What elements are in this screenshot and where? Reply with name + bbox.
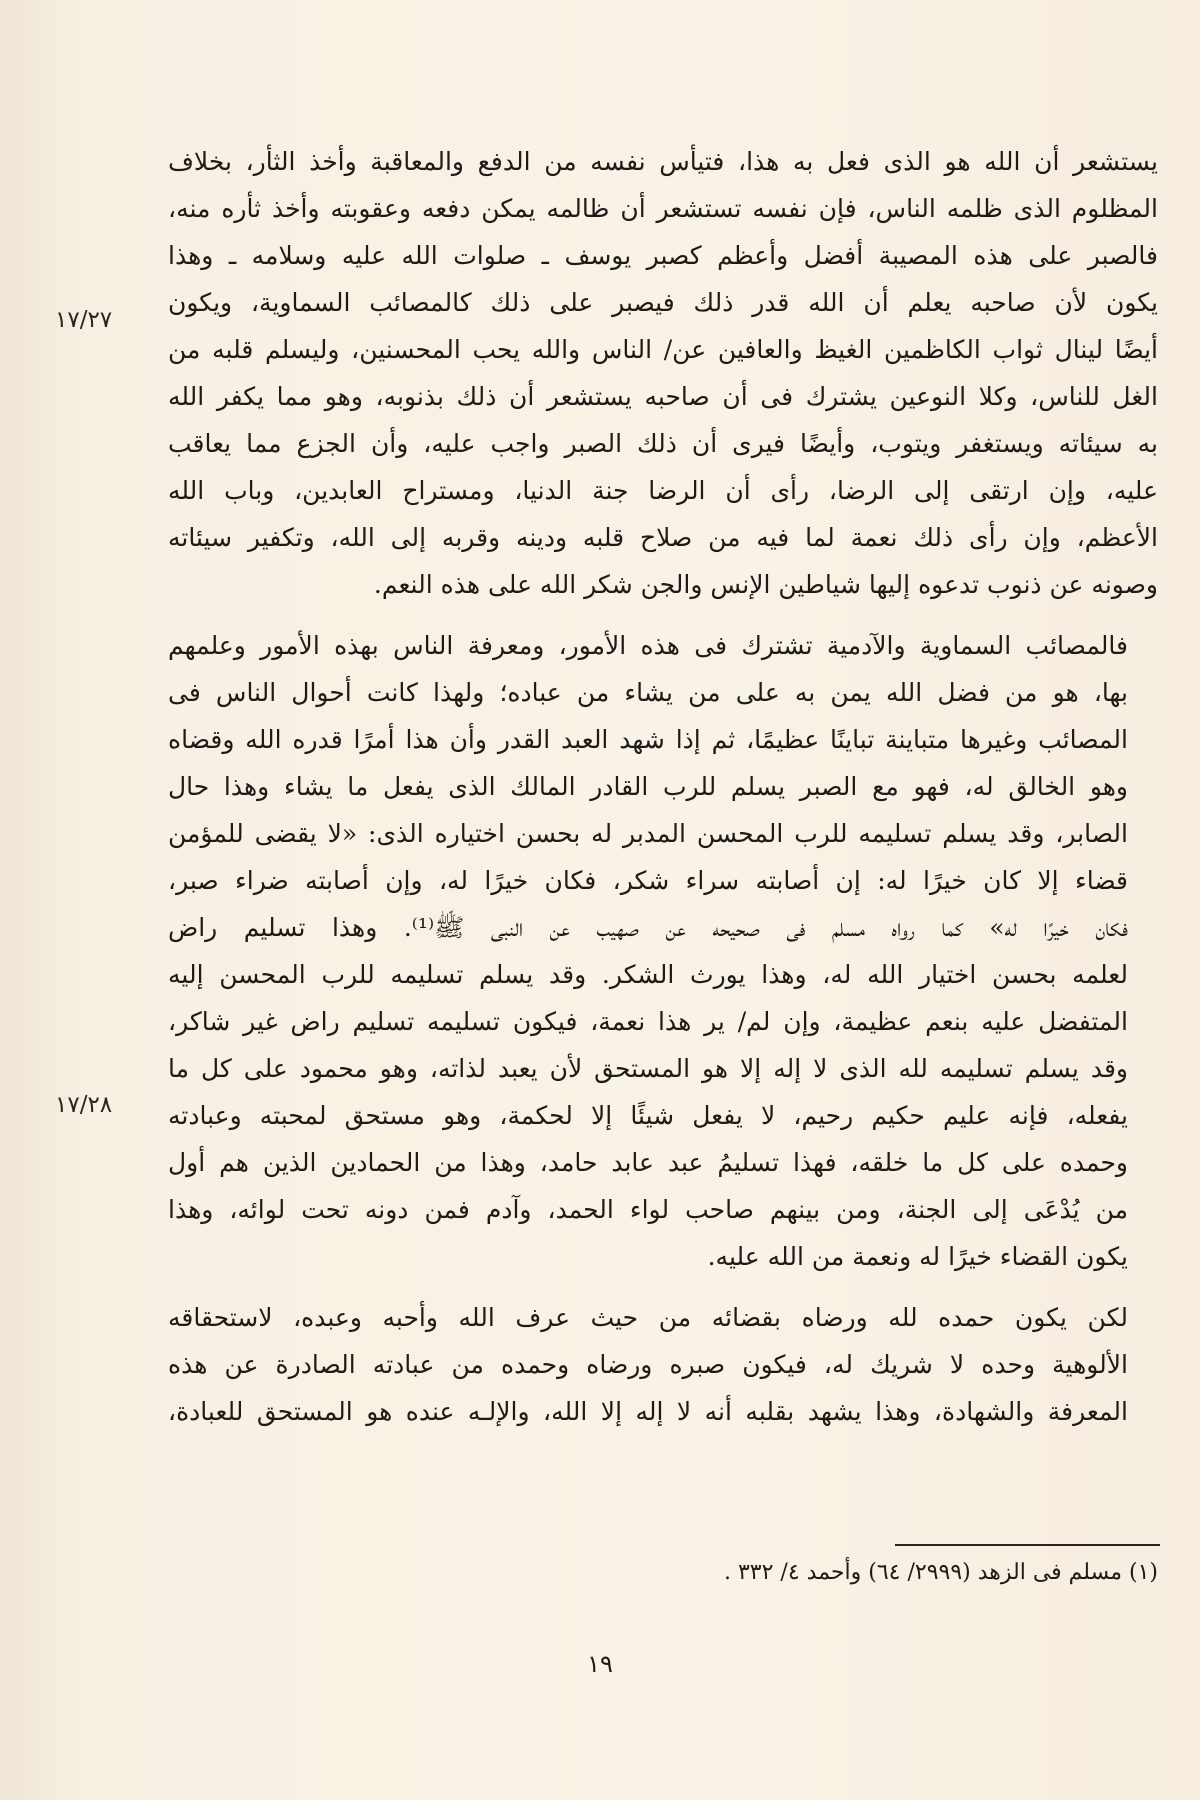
text-line: به سيئاته ويستغفر ويتوب، وأيضًا فيرى أن ذلك الصبر واجب عليه، وأن الجزع مما يعاقب: [168, 429, 1158, 458]
paragraph-3: [168, 1294, 1158, 1435]
text-line: وقد يسلم تسليمه لله الذى لا إله إلا هو المستحق لأن يعبد لذاته، وهو محمود على كل ما: [168, 1054, 1128, 1083]
text-line: عليه، وإن ارتقى إلى الرضا، رأى أن الرضا جنة الدنيا، ومستراح العابدين، وباب الله: [168, 476, 1158, 505]
text-line: الألوهية وحده لا شريك له، فيكون صبره ورضاه وحمده من عبادته الصادرة عن هذه: [168, 1350, 1128, 1379]
text-line: من يُدْعَى إلى الجنة، ومن بينهم صاحب لواء الحمد، وآدم فمن دونه تحت لوائه، وهذا: [168, 1195, 1128, 1224]
text-line: فالمصائب السماوية والآدمية تشترك فى هذه الأمور، ومعرفة الناس بهذه الأمور وعلمهم: [168, 631, 1128, 660]
text-line: الصابر، وقد يسلم تسليمه للرب المحسن المدبر له بحسن اختياره الذى: «لا يقضى للمؤمن: [168, 819, 1128, 848]
margin-reference: ١٧/٢٨: [55, 1092, 113, 1118]
text-line: وحمده على كل ما خلقه، فهذا تسليمُ عبد عابد حامد، وهذا من الحمادين الذين هم أول: [168, 1148, 1128, 1177]
text-line: المصائب وغيرها متباينة تباينًا عظيمًا، ثم إذا شهد العبد القدر وأن هذا أمرًا قدره الله وقضاه: [168, 725, 1128, 754]
text-line: فالصبر على هذه المصيبة أفضل وأعظم كصبر يوسف ـ صلوات الله عليه وسلامه ـ وهذا: [168, 241, 1158, 270]
text-line: يكون القضاء خيرًا له ونعمة من الله عليه.: [707, 1242, 1128, 1271]
text-line: الغل للناس، وكلا النوعين يشترك فى أن صاحبه يستشعر أن ذلك بذنوبه، وهو مما يكفر الله: [168, 382, 1158, 411]
text-line: بها، هو من فضل الله يمن به على من يشاء من عباده؛ ولهذا كانت أحوال الناس فى: [168, 678, 1128, 707]
text-line: المعرفة والشهادة، وهذا يشهد بقلبه أنه لا إله إلا الله، والإلـه عنده هو المستحق للعبادة،: [168, 1397, 1128, 1426]
text-line: يفعله، فإنه عليم حكيم رحيم، لا يفعل شيئًا إلا لحكمة، وهو مستحق لمحبته وعبادته: [168, 1101, 1128, 1130]
margin-reference: ١٧/٢٧: [55, 307, 113, 333]
text-line: يكون لأن صاحبه يعلم أن الله قدر ذلك فيصبر على ذلك كالمصائب السماوية، ويكون: [168, 288, 1158, 317]
text-line: فكان خيرًا له» كما رواه مسلم فى صحيحه عن صهيب عن النبى ﷺ⁽¹⁾. وهذا تسليم راض: [168, 913, 1128, 942]
paragraph-2: [168, 622, 1158, 1280]
text-line: وهو الخالق له، فهو مع الصبر يسلم للرب القادر المالك الذى يفعل ما يشاء وهذا حال: [168, 772, 1128, 801]
text-line: المتفضل عليه بنعم عظيمة، وإن لم/ ير هذا نعمة، فيكون تسليمه تسليم راض غير شاكر،: [168, 1007, 1128, 1036]
main-text: [168, 138, 1158, 1435]
text-line: المظلوم الذى ظلمه الناس، فإن نفسه تستشعر أن ظالمه يمكن دفعه وعقوبته وأخذ ثأره منه،: [168, 194, 1158, 223]
text-line: يستشعر أن الله هو الذى فعل به هذا، فتيأس نفسه من الدفع والمعاقبة وأخذ الثأر، بخلاف: [168, 147, 1158, 176]
page-number: ١٩: [587, 1650, 613, 1678]
text-line: قضاء إلا كان خيرًا له: إن أصابته سراء شكر، فكان خيرًا له، وإن أصابته ضراء صبر،: [168, 866, 1128, 895]
text-line: وصونه عن ذنوب تدعوه إليها شياطين الإنس والجن شكر الله على هذه النعم.: [373, 570, 1158, 599]
paragraph-1: [168, 138, 1158, 608]
text-line: الأعظم، وإن رأى ذلك نعمة لما فيه من صلاح قلبه ودينه وقربه إلى الله، وتكفير سيئاته: [168, 523, 1158, 552]
text-line: لكن يكون حمده لله ورضاه بقضائه من حيث عرف الله وأحبه وعبده، لاستحقاقه: [168, 1303, 1128, 1332]
footnote: (١) مسلم فى الزهد (٢٩٩٩/ ٦٤) وأحمد ٤/ ٣٣٢ .: [723, 1560, 1158, 1585]
footnote-divider: [895, 1544, 1160, 1546]
text-line: أيضًا لينال ثواب الكاظمين الغيظ والعافين عن/ الناس والله يحب المحسنين، وليسلم قلبه من: [168, 335, 1158, 364]
text-line: لعلمه بحسن اختيار الله له، وهذا يورث الشكر. وقد يسلم تسليمه للرب المحسن إليه: [168, 960, 1128, 989]
